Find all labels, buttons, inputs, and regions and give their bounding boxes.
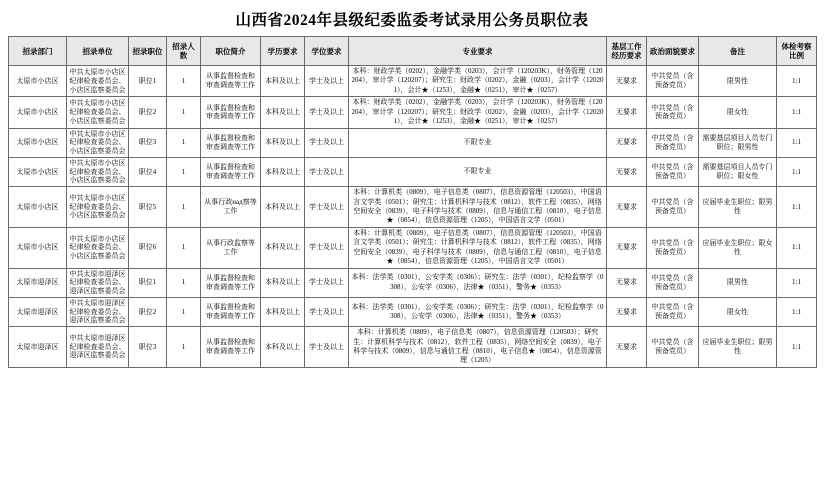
cell-degree: 学士及以上 bbox=[305, 297, 349, 326]
cell-unit: 中共太原市迎泽区纪律检查委员会、迎泽区监察委员会 bbox=[67, 268, 129, 297]
table-row bbox=[9, 268, 817, 297]
cell-major: 本科：法学类（0301），公安学类（0306）；研究生：法学（0301），纪检监察学（0308），公安学（0306），法律★（0351），警务★（0353） bbox=[349, 297, 607, 326]
cell-unit: 中共太原市迎泽区纪律检查委员会、迎泽区监察委员会 bbox=[67, 297, 129, 326]
cell-num: 1 bbox=[167, 187, 201, 228]
cell-intro: 从事监督检查和审查调查等工作 bbox=[201, 327, 261, 368]
cell-intro: 从事监督检查和审查调查等工作 bbox=[201, 268, 261, 297]
cell-unit: 中共太原市小店区纪律检查委员会、小店区监察委员会 bbox=[67, 66, 129, 97]
table-row bbox=[9, 187, 817, 228]
cell-education: 本科及以上 bbox=[261, 297, 305, 326]
cell-education: 本科及以上 bbox=[261, 97, 305, 128]
cell-intro: 从事监督检查和审查调查等工作 bbox=[201, 128, 261, 157]
cell-unit: 中共太原市小店区纪律检查委员会、小店区监察委员会 bbox=[67, 227, 129, 268]
cell-job: 职位3 bbox=[129, 327, 167, 368]
cell-experience: 无要求 bbox=[607, 268, 647, 297]
cell-ratio: 1:1 bbox=[777, 187, 817, 228]
cell-political: 中共党员（含预备党员） bbox=[647, 297, 699, 326]
cell-unit: 中共太原市小店区纪律检查委员会、小店区监察委员会 bbox=[67, 157, 129, 186]
cell-education: 本科及以上 bbox=[261, 327, 305, 368]
cell-unit: 中共太原市小店区纪律检查委员会、小店区监察委员会 bbox=[67, 128, 129, 157]
cell-remark: 限男性 bbox=[699, 268, 777, 297]
cell-intro: 从事行政над察等工作 bbox=[201, 187, 261, 228]
cell-ratio: 1:1 bbox=[777, 97, 817, 128]
cell-political: 中共党员（含预备党员） bbox=[647, 227, 699, 268]
cell-unit: 中共太原市迎泽区纪律检查委员会、迎泽区监察委员会 bbox=[67, 327, 129, 368]
cell-ratio: 1:1 bbox=[777, 66, 817, 97]
cell-experience: 无要求 bbox=[607, 128, 647, 157]
cell-num: 1 bbox=[167, 128, 201, 157]
column-header-experience: 基层工作经历要求 bbox=[607, 37, 647, 66]
column-header-job: 招录职位 bbox=[129, 37, 167, 66]
cell-dept: 太原市小店区 bbox=[9, 157, 67, 186]
cell-ratio: 1:1 bbox=[777, 327, 817, 368]
cell-remark: 应届毕业生职位；限男性 bbox=[699, 327, 777, 368]
column-header-unit: 招录单位 bbox=[67, 37, 129, 66]
cell-remark: 限男性 bbox=[699, 66, 777, 97]
cell-degree: 学士及以上 bbox=[305, 66, 349, 97]
cell-major: 本科：财政学类（0202），金融学类（0203），会计学（120203K），财务管理（120204），审计学（120207）；研究生：财政学（0202），金融（0203），会计学（120201），会计★（1253），金融★（0251），审计★（0257） bbox=[349, 97, 607, 128]
cell-experience: 无要求 bbox=[607, 187, 647, 228]
cell-political: 中共党员（含预备党员） bbox=[647, 97, 699, 128]
cell-major: 本科：计算机类（0809），电子信息类（0807），信息资源管理（120503），中国语言文学类（0501）；研究生：计算机科学与技术（0812），软件工程（0835），网络空间安全（0839），电子科学与技术（0809），信息与通信工程（0810），电子信息★（0854），信息资源管理（1205），中国语言文学（0501） bbox=[349, 187, 607, 228]
cell-degree: 学士及以上 bbox=[305, 187, 349, 228]
cell-dept: 太原市小店区 bbox=[9, 227, 67, 268]
cell-remark: 需要基层项目人员专门职位；限女性 bbox=[699, 157, 777, 186]
column-header-num: 招录人数 bbox=[167, 37, 201, 66]
cell-remark: 应届毕业生职位；限男性 bbox=[699, 187, 777, 228]
cell-dept: 太原市小店区 bbox=[9, 128, 67, 157]
cell-dept: 太原市小店区 bbox=[9, 97, 67, 128]
cell-political: 中共党员（含预备党员） bbox=[647, 268, 699, 297]
cell-ratio: 1:1 bbox=[777, 128, 817, 157]
cell-experience: 无要求 bbox=[607, 66, 647, 97]
cell-ratio: 1:1 bbox=[777, 227, 817, 268]
cell-experience: 无要求 bbox=[607, 297, 647, 326]
cell-ratio: 1:1 bbox=[777, 157, 817, 186]
cell-experience: 无要求 bbox=[607, 157, 647, 186]
table-header-row bbox=[9, 37, 817, 66]
cell-education: 本科及以上 bbox=[261, 66, 305, 97]
cell-education: 本科及以上 bbox=[261, 128, 305, 157]
job-position-table bbox=[8, 36, 817, 368]
cell-remark: 限女性 bbox=[699, 297, 777, 326]
cell-major: 不限专业 bbox=[349, 128, 607, 157]
cell-remark: 应届毕业生职位；限女性 bbox=[699, 227, 777, 268]
cell-education: 本科及以上 bbox=[261, 227, 305, 268]
cell-degree: 学士及以上 bbox=[305, 157, 349, 186]
cell-job: 职位2 bbox=[129, 297, 167, 326]
table-row bbox=[9, 327, 817, 368]
cell-job: 职位1 bbox=[129, 268, 167, 297]
cell-num: 1 bbox=[167, 268, 201, 297]
cell-degree: 学士及以上 bbox=[305, 97, 349, 128]
cell-num: 1 bbox=[167, 97, 201, 128]
cell-experience: 无要求 bbox=[607, 227, 647, 268]
cell-major: 本科：计算机类（0809），电子信息类（0807），信息资源管理（120503）；研究生：计算机科学与技术（0812），软件工程（0835），网络空间安全（0839），电子科学与技术（0809），信息与通信工程（0810），电子信息★（0854），信息资源管理（1205） bbox=[349, 327, 607, 368]
cell-intro: 从事监督检查和审查调查等工作 bbox=[201, 97, 261, 128]
cell-political: 中共党员（含预备党员） bbox=[647, 128, 699, 157]
column-header-ratio: 体检考察比例 bbox=[777, 37, 817, 66]
column-header-education: 学历要求 bbox=[261, 37, 305, 66]
column-header-remark: 备注 bbox=[699, 37, 777, 66]
column-header-dept: 招录部门 bbox=[9, 37, 67, 66]
cell-intro: 从事行政监察等工作 bbox=[201, 227, 261, 268]
cell-education: 本科及以上 bbox=[261, 268, 305, 297]
cell-political: 中共党员（含预备党员） bbox=[647, 157, 699, 186]
cell-num: 1 bbox=[167, 327, 201, 368]
cell-unit: 中共太原市小店区纪律检查委员会、小店区监察委员会 bbox=[67, 97, 129, 128]
cell-dept: 太原市小店区 bbox=[9, 66, 67, 97]
table-row bbox=[9, 157, 817, 186]
column-header-intro: 职位简介 bbox=[201, 37, 261, 66]
cell-remark: 限女性 bbox=[699, 97, 777, 128]
column-header-degree: 学位要求 bbox=[305, 37, 349, 66]
cell-major: 不限专业 bbox=[349, 157, 607, 186]
cell-degree: 学士及以上 bbox=[305, 227, 349, 268]
cell-num: 1 bbox=[167, 66, 201, 97]
cell-degree: 学士及以上 bbox=[305, 128, 349, 157]
table-row bbox=[9, 227, 817, 268]
cell-political: 中共党员（含预备党员） bbox=[647, 187, 699, 228]
cell-job: 职位1 bbox=[129, 66, 167, 97]
cell-experience: 无要求 bbox=[607, 97, 647, 128]
table-body bbox=[9, 66, 817, 368]
cell-intro: 从事监督检查和审查调查等工作 bbox=[201, 66, 261, 97]
table-row bbox=[9, 128, 817, 157]
cell-ratio: 1:1 bbox=[777, 297, 817, 326]
page-title: 山西省2024年县级纪委监委考试录用公务员职位表 bbox=[235, 12, 589, 29]
cell-remark: 需要基层项目人员专门职位；限男性 bbox=[699, 128, 777, 157]
cell-num: 1 bbox=[167, 157, 201, 186]
table-row bbox=[9, 297, 817, 326]
cell-num: 1 bbox=[167, 297, 201, 326]
cell-education: 本科及以上 bbox=[261, 187, 305, 228]
cell-job: 职位3 bbox=[129, 128, 167, 157]
cell-intro: 从事监督检查和审查调查等工作 bbox=[201, 157, 261, 186]
cell-job: 职位4 bbox=[129, 157, 167, 186]
cell-major: 本科：财政学类（0202），金融学类（0203），会计学（120203K），财务管理（120204），审计学（120207）；研究生：财政学（0202），金融（0203），会计学（120201），会计★（1253），金融★（0251），审计★（0257） bbox=[349, 66, 607, 97]
cell-dept: 太原市小店区 bbox=[9, 187, 67, 228]
column-header-political: 政治面貌要求 bbox=[647, 37, 699, 66]
cell-major: 本科：计算机类（0809），电子信息类（0807），信息资源管理（120503），中国语言文学类（0501）；研究生：计算机科学与技术（0812），软件工程（0835），网络空间安全（0839），电子科学与技术（0809），信息与通信工程（0810），电子信息★（0854），信息资源管理（1205），中国语言文学（0501） bbox=[349, 227, 607, 268]
cell-dept: 太原市迎泽区 bbox=[9, 268, 67, 297]
cell-job: 职位2 bbox=[129, 97, 167, 128]
table-row bbox=[9, 66, 817, 97]
cell-experience: 无要求 bbox=[607, 327, 647, 368]
cell-dept: 太原市迎泽区 bbox=[9, 327, 67, 368]
cell-degree: 学士及以上 bbox=[305, 268, 349, 297]
cell-political: 中共党员（含预备党员） bbox=[647, 327, 699, 368]
table-header bbox=[9, 37, 817, 66]
cell-education: 本科及以上 bbox=[261, 157, 305, 186]
cell-num: 1 bbox=[167, 227, 201, 268]
cell-unit: 中共太原市小店区纪律检查委员会、小店区监察委员会 bbox=[67, 187, 129, 228]
cell-political: 中共党员（含预备党员） bbox=[647, 66, 699, 97]
cell-job: 职位6 bbox=[129, 227, 167, 268]
cell-intro: 从事监督检查和审查调查等工作 bbox=[201, 297, 261, 326]
cell-degree: 学士及以上 bbox=[305, 327, 349, 368]
column-header-major: 专业要求 bbox=[349, 37, 607, 66]
cell-job: 职位5 bbox=[129, 187, 167, 228]
table-row bbox=[9, 97, 817, 128]
cell-major: 本科：法学类（0301），公安学类（0306）；研究生：法学（0301），纪检监察学（0308），公安学（0306），法律★（0351），警务★（0353） bbox=[349, 268, 607, 297]
cell-dept: 太原市迎泽区 bbox=[9, 297, 67, 326]
cell-ratio: 1:1 bbox=[777, 268, 817, 297]
